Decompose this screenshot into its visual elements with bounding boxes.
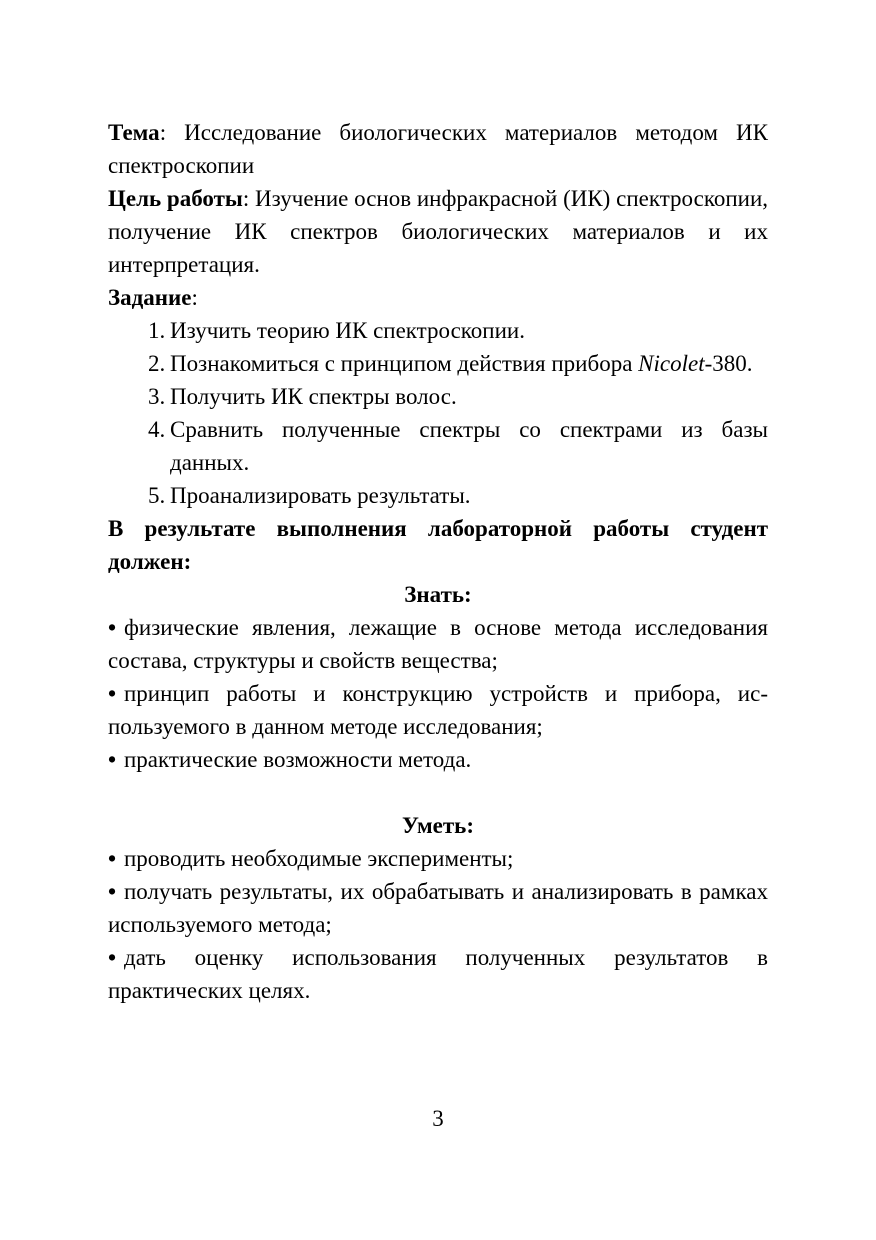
- assignment-heading: [108, 281, 768, 314]
- assignment-colon: :: [191, 285, 198, 310]
- section-spacer: [108, 776, 768, 809]
- bullet-icon: •: [108, 681, 117, 706]
- task-item: [148, 347, 768, 380]
- goal-paragraph: [108, 182, 768, 281]
- task-text: Сравнить полученные спектры со спектрами из базы данных.: [170, 417, 768, 475]
- result-heading: В результате выполнения лабораторной работы студент должен:: [108, 516, 768, 574]
- can-item: [108, 941, 768, 1007]
- task-number: 5.: [148, 483, 166, 508]
- task-text-suffix: -380.: [704, 351, 753, 376]
- topic-colon: :: [159, 120, 167, 145]
- task-item: [148, 380, 768, 413]
- know-item: [108, 677, 768, 743]
- task-number: 1.: [148, 318, 166, 343]
- device-name: Nicolet: [638, 351, 705, 376]
- can-item-text: получать результаты, их обрабатывать и анализировать в рамках используемого метода;: [108, 879, 768, 937]
- goal-text: Изучение основ инфракрасной (ИК) спектроскопии, получение ИК спектров биологических материалов и их интерпретация.: [108, 186, 768, 277]
- task-text: Познакомиться с принципом действия прибора: [170, 351, 639, 376]
- can-item-text: дать оценку использования полученных результатов в практических целях.: [108, 945, 768, 1003]
- bullet-icon: •: [108, 846, 117, 871]
- know-list: [108, 611, 768, 776]
- bullet-icon: •: [108, 747, 117, 772]
- document-page: [108, 116, 768, 1007]
- topic-paragraph: [108, 116, 768, 182]
- task-number: 2.: [148, 351, 166, 376]
- task-list: [108, 314, 768, 512]
- task-number: 4.: [148, 417, 166, 442]
- task-text: Проанализировать результаты.: [170, 483, 471, 508]
- goal-colon: :: [242, 186, 250, 211]
- task-item: [148, 314, 768, 347]
- task-number: 3.: [148, 384, 166, 409]
- task-item: [148, 413, 768, 479]
- can-item: [108, 842, 768, 875]
- topic-text: Исследование биологических материалов методом ИК спектроскопии: [108, 120, 768, 178]
- assignment-label: Задание: [108, 285, 192, 310]
- know-item: [108, 611, 768, 677]
- can-list: [108, 842, 768, 1007]
- topic-label: Тема: [108, 120, 160, 145]
- know-item-text: принцип работы и конструкцию устройств и прибора, используемого в данном методе исследования;: [108, 681, 768, 739]
- task-item: [148, 479, 768, 512]
- bullet-icon: •: [108, 945, 117, 970]
- know-item-text: практические возможности метода.: [124, 747, 472, 772]
- task-text: Изучить теорию ИК спектроскопии.: [170, 318, 525, 343]
- know-item: [108, 743, 768, 776]
- task-text: Получить ИК спектры волос.: [170, 384, 457, 409]
- bullet-icon: •: [108, 615, 117, 640]
- can-item: [108, 875, 768, 941]
- page-number: 3: [432, 1106, 444, 1131]
- know-item-text: физические явления, лежащие в основе метода исследования состава, структуры и свойств вещества;: [108, 615, 768, 673]
- goal-label: Цель работы: [108, 186, 243, 211]
- know-heading: Знать:: [404, 582, 472, 607]
- bullet-icon: •: [108, 879, 117, 904]
- can-heading: Уметь:: [402, 813, 474, 838]
- can-item-text: проводить необходимые эксперименты;: [124, 846, 514, 871]
